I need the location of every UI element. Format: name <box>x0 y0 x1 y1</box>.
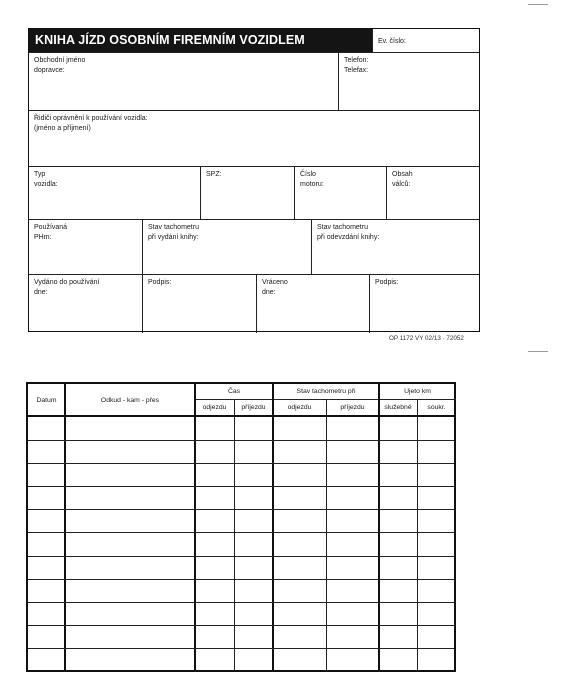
header-time: Čas <box>227 388 241 395</box>
table-row-line <box>28 602 454 603</box>
column-divider-time <box>272 384 274 670</box>
returned-label-line1: Vráceno <box>262 279 288 286</box>
table-row-line <box>28 509 454 510</box>
header-km-private: soukr. <box>427 404 446 411</box>
ev-number-label: Ev. číslo: <box>378 38 406 45</box>
divider-company-phone <box>338 52 339 110</box>
divider-title-ev <box>372 29 373 52</box>
spz-label: SPZ: <box>206 171 222 178</box>
divider-odo-odo <box>311 219 312 274</box>
header-odo-departure: odjezdu <box>287 404 312 411</box>
engine-label-line1: Číslo <box>300 171 316 178</box>
divider-row-3 <box>29 166 479 167</box>
divider-row-2 <box>29 110 479 111</box>
type-label-line1: Typ <box>34 171 46 178</box>
header-date: Datum <box>36 397 57 404</box>
form-title: KNIHA JÍZD OSOBNÍM FIREMNÍM VOZIDLEM <box>35 33 305 47</box>
volume-label-line1: Obsah <box>392 171 413 178</box>
table-row-line <box>28 648 454 649</box>
divider-row-4 <box>29 219 479 220</box>
signature-label-return: Podpis: <box>375 279 399 286</box>
header-route: Odkud - kam - přes <box>100 397 160 404</box>
header-km: Ujeto km <box>404 388 431 395</box>
divider-returned-signature <box>369 274 370 333</box>
vehicle-info-card <box>28 28 480 332</box>
table-row-line <box>28 440 454 441</box>
header-odometer: Stav tachometru při <box>296 388 356 395</box>
returned-label-line2: dne: <box>262 289 276 296</box>
header-time-arrival: příjezdu <box>241 404 266 411</box>
table-row-line <box>28 579 454 580</box>
drivers-label-line2: (jméno a příjmení) <box>34 125 91 132</box>
company-label-line2: dopravce: <box>34 67 65 74</box>
odo-issue-label-line2: při vydání knihy: <box>148 234 199 241</box>
divider-row-1 <box>29 52 479 53</box>
edge-mark-top <box>528 4 548 5</box>
divider-row-5 <box>29 274 479 275</box>
form-code: OP 1172 VY 02/13 · 72052 <box>389 335 464 342</box>
signature-label-issue: Podpis: <box>148 279 172 286</box>
company-label-line1: Obchodní jméno <box>34 57 86 64</box>
fax-label: Telefax: <box>344 67 369 74</box>
header-km-business: služebně <box>384 404 412 411</box>
divider-fuel-odo <box>142 219 143 274</box>
odo-issue-label-line1: Stav tachometru <box>148 224 199 231</box>
divider-type-spz <box>200 166 201 219</box>
table-row-line <box>28 532 454 533</box>
column-divider-route <box>194 384 196 670</box>
divider-spz-engine <box>294 166 295 219</box>
drivers-label-line1: Řidiči oprávnění k používání vozidla: <box>34 115 148 122</box>
table-row-line <box>28 463 454 464</box>
engine-label-line2: motoru: <box>300 181 324 188</box>
column-divider-date <box>64 384 66 670</box>
table-row-line <box>28 556 454 557</box>
type-label-line2: vozidla: <box>34 181 58 188</box>
fuel-label-line1: Používaná <box>34 224 68 231</box>
divider-signature-returned <box>256 274 257 333</box>
phone-label: Telefon: <box>344 57 369 64</box>
trip-log-table <box>26 382 456 672</box>
volume-label-line2: válců: <box>392 181 411 188</box>
table-row-line <box>28 486 454 487</box>
title-bar <box>29 29 372 52</box>
header-bottom-border <box>28 415 454 417</box>
edge-mark-middle <box>528 351 548 352</box>
header-time-departure: odjezdu <box>202 404 227 411</box>
column-divider-odometer <box>378 384 380 670</box>
header-odo-arrival: příjezdu <box>340 404 365 411</box>
odo-return-label-line1: Stav tachometru <box>317 224 368 231</box>
fuel-label-line2: PHm: <box>34 234 52 241</box>
issued-label-line1: Vydáno do používání <box>34 279 100 286</box>
divider-issued-signature <box>142 274 143 333</box>
issued-label-line2: dne: <box>34 289 48 296</box>
odo-return-label-line2: při odevzdání knihy: <box>317 234 380 241</box>
divider-engine-volume <box>386 166 387 219</box>
table-row-line <box>28 625 454 626</box>
